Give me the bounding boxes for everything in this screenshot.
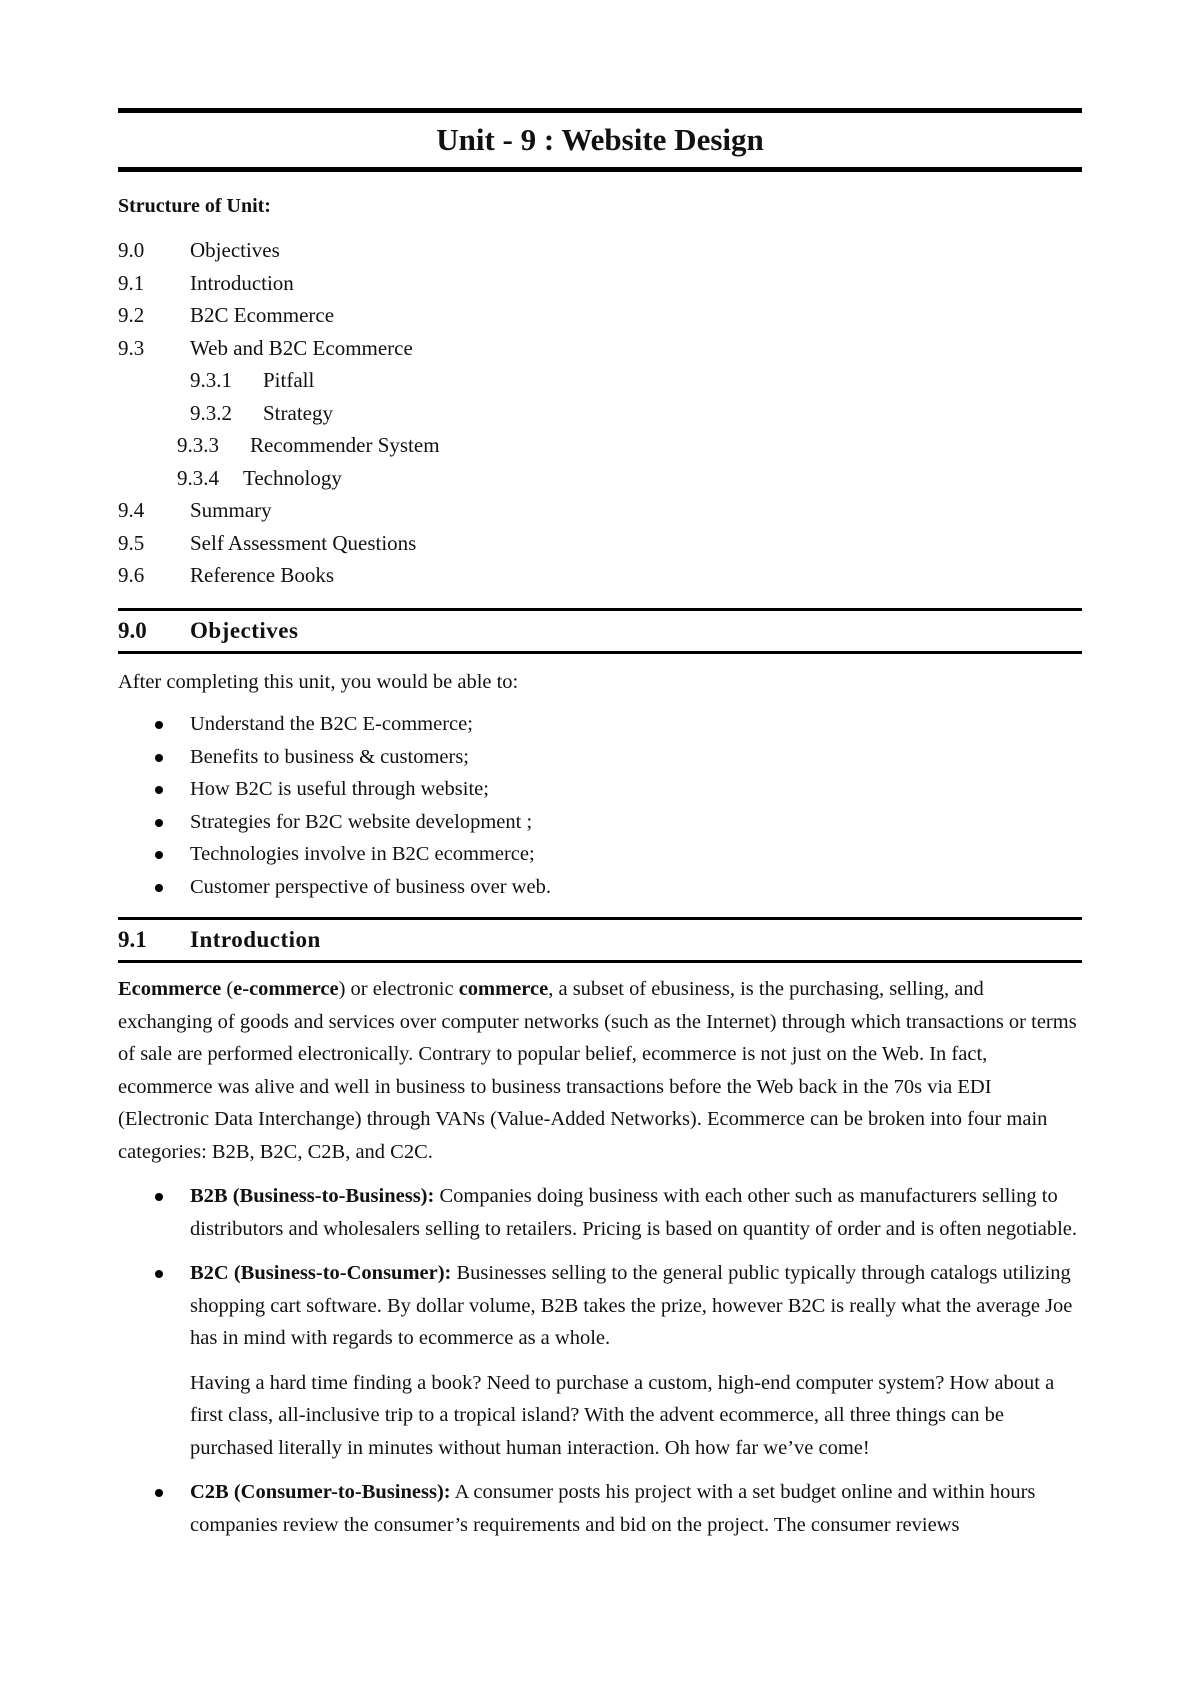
toc-item: 9.3 Web and B2C Ecommerce	[118, 335, 413, 360]
b2c-followup-paragraph: Having a hard time finding a book? Need to purchase a custom, high-end computer system? How about a first class, all-inclusive trip to a tropical island? With the advent ecommerce, all three things can be purchased literally in minutes without human interaction. Oh how far we’ve come!	[190, 1371, 1055, 1459]
toc-subitem: 9.3.4 Technology	[177, 465, 342, 490]
section-bottom-rule	[118, 651, 1082, 654]
bullet-icon	[155, 1193, 163, 1201]
bullet-icon	[155, 884, 163, 892]
section-heading-introduction: 9.1 Introduction	[118, 927, 321, 952]
list-item: Understand the B2C E-commerce;	[118, 708, 1082, 741]
unit-title: Unit - 9 : Website Design	[436, 122, 764, 157]
introduction-paragraph: Ecommerce (e-commerce) or electronic commerce, a subset of ebusiness, is the purchasing, selling, and exchanging of goods and services over computer networks (such as the Internet) through which transactions or terms of sale are performed electronically. Contrary to popular belief, ecommerce is not just on the Web. In fact, ecommerce was alive and well in business to business transactions before the Web back in the 70s via EDI (Electronic Data Interchange) through VANs (Value-Added Networks). Ecommerce can be broken into four main categories: B2B, B2C, C2B, and C2C.	[118, 978, 1077, 1163]
category-b2b: B2B (Business-to-Business): Companies doing business with each other such as manufacturers selling to distributors and wholesalers selling to retailers. Pricing is based on quantity of order and is often negotiable.	[118, 1180, 1082, 1245]
toc-item: 9.2 B2C Ecommerce	[118, 303, 335, 327]
toc-item: 9.6 Reference Books	[118, 563, 335, 587]
structure-label: Structure of Unit:	[118, 195, 271, 217]
category-c2b: C2B (Consumer-to-Business): A consumer posts his project with a set budget online and within hours companies review the consumer’s requirements and bid on the project. The consumer reviews	[118, 1476, 1082, 1541]
section-bottom-rule	[118, 960, 1082, 963]
bullet-icon	[155, 1270, 163, 1278]
objectives-intro: After completing this unit, you would be able to:	[118, 670, 519, 693]
table-of-contents	[118, 234, 1082, 592]
section-heading-objectives: 9.0 Objectives	[118, 617, 299, 643]
toc-subitem: 9.3.3 Recommender System	[177, 433, 440, 457]
bullet-icon	[155, 721, 163, 729]
toc-item: 9.0 Objectives	[118, 238, 280, 262]
toc-item: 9.4 Summary	[118, 498, 272, 522]
toc-subitem: 9.3.1 Pitfall	[190, 368, 315, 392]
toc-item: 9.5 Self Assessment Questions	[118, 530, 417, 555]
list-item: Strategies for B2C website development ;	[118, 806, 1082, 839]
toc-item: 9.1 Introduction	[118, 270, 294, 295]
bullet-icon	[155, 1489, 163, 1497]
list-item: Customer perspective of business over web.	[118, 871, 1082, 904]
list-item: Benefits to business & customers;	[118, 741, 1082, 774]
category-b2c: B2C (Business-to-Consumer): Businesses selling to the general public typically through catalogs utilizing shopping cart software. By dollar volume, B2B takes the prize, however B2C is really what the average Joe has in mind with regards to ecommerce as a whole.	[118, 1257, 1082, 1355]
bullet-icon	[155, 786, 163, 794]
objectives-list	[118, 708, 1082, 903]
bullet-icon	[155, 819, 163, 827]
bullet-icon	[155, 754, 163, 762]
bullet-icon	[155, 851, 163, 859]
page	[118, 108, 1082, 1541]
list-item: How B2C is useful through website;	[118, 773, 1082, 806]
title-bottom-rule	[118, 167, 1082, 172]
list-item: Technologies involve in B2C ecommerce;	[118, 838, 1082, 871]
toc-subitem: 9.3.2 Strategy	[190, 400, 333, 425]
